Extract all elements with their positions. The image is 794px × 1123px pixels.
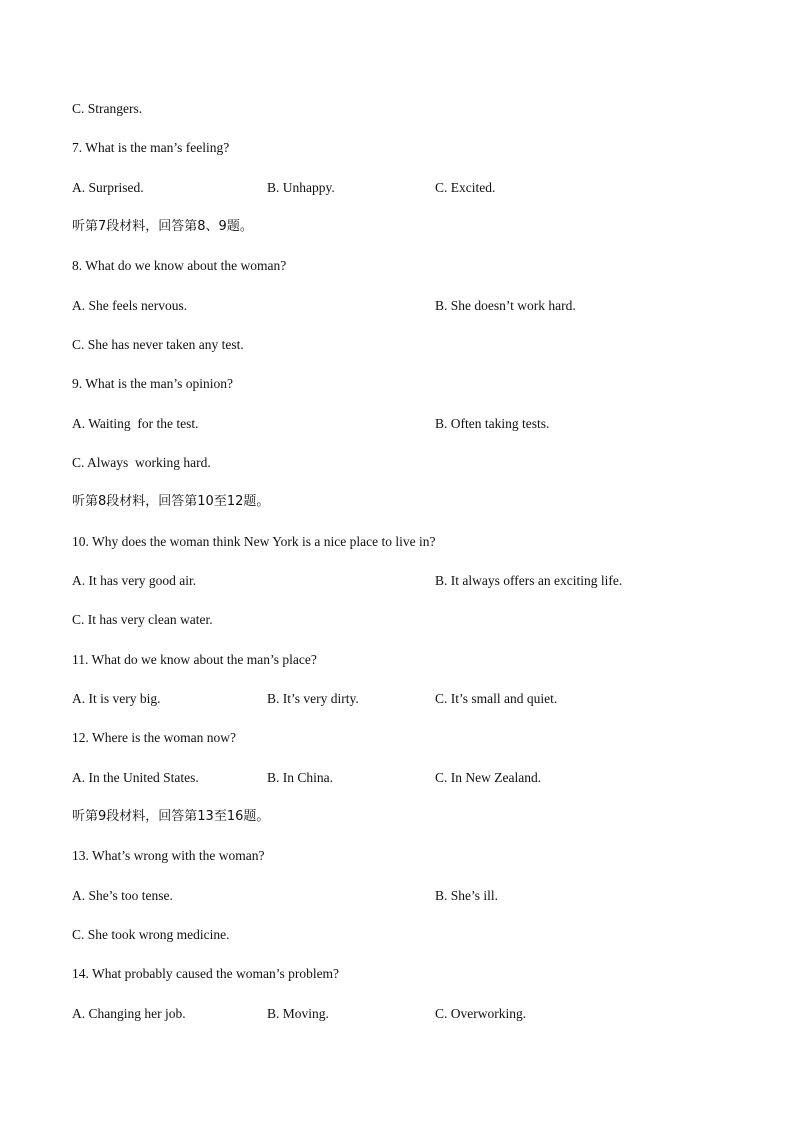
option-b: B. Unhappy. xyxy=(267,180,335,195)
question-9-option-c xyxy=(72,452,732,474)
option-c: C. It’s small and quiet. xyxy=(435,691,558,706)
question-13-options xyxy=(72,885,732,907)
question-8-option-c xyxy=(72,334,732,356)
option-b: B. It always offers an exciting life. xyxy=(435,573,623,588)
option-a: A. Surprised. xyxy=(72,180,144,195)
question-text: 9. What is the man’s opinion? xyxy=(72,376,233,391)
option-a: A. It has very good air. xyxy=(72,573,197,588)
section-text: 听第7段材料，回答第8、9题。 xyxy=(72,219,253,234)
option-b: B. Moving. xyxy=(267,1006,329,1021)
section-heading-8 xyxy=(72,491,732,513)
option-c: C. Overworking. xyxy=(435,1006,527,1021)
section-heading-9 xyxy=(72,806,732,828)
question-text: 14. What probably caused the woman’s problem? xyxy=(72,966,340,981)
question-text: 12. Where is the woman now? xyxy=(72,730,236,745)
question-text: 8. What do we know about the woman? xyxy=(72,258,287,273)
question-8 xyxy=(72,255,732,277)
question-10-option-c xyxy=(72,609,732,631)
option-b: B. She’s ill. xyxy=(435,888,499,903)
question-10-options xyxy=(72,570,732,592)
option-a: A. She feels nervous. xyxy=(72,298,188,313)
section-text: 听第8段材料，回答第10至12题。 xyxy=(72,494,270,509)
option-c: C. Always working hard. xyxy=(72,455,211,470)
question-text: 13. What’s wrong with the woman? xyxy=(72,848,265,863)
option-a: A. Waiting for the test. xyxy=(72,416,199,431)
option-c: C. In New Zealand. xyxy=(435,770,542,785)
option-a: A. It is very big. xyxy=(72,691,161,706)
option-line xyxy=(72,98,732,120)
question-text: 11. What do we know about the man’s place? xyxy=(72,652,317,667)
question-7 xyxy=(72,137,732,159)
option-a: A. She’s too tense. xyxy=(72,888,173,903)
option-a: A. Changing her job. xyxy=(72,1006,186,1021)
question-11-options xyxy=(72,688,732,710)
question-12-options xyxy=(72,767,732,789)
question-7-options xyxy=(72,177,732,199)
option-b: B. Often taking tests. xyxy=(435,416,550,431)
question-13-option-c xyxy=(72,924,732,946)
option-b: B. She doesn’t work hard. xyxy=(435,298,576,313)
section-heading-7 xyxy=(72,216,732,238)
option-c: C. She has never taken any test. xyxy=(72,337,244,352)
question-9-options xyxy=(72,413,732,435)
option-c: C. Excited. xyxy=(435,180,496,195)
option-c: C. It has very clean water. xyxy=(72,612,213,627)
option-a: A. In the United States. xyxy=(72,770,199,785)
option-b: B. It’s very dirty. xyxy=(267,691,359,706)
option-b: B. In China. xyxy=(267,770,333,785)
question-8-options xyxy=(72,295,732,317)
question-10 xyxy=(72,531,732,553)
question-12 xyxy=(72,727,732,749)
option-c: C. She took wrong medicine. xyxy=(72,927,230,942)
question-9 xyxy=(72,373,732,395)
section-text: 听第9段材料，回答第13至16题。 xyxy=(72,809,270,824)
question-13 xyxy=(72,845,732,867)
question-text: 10. Why does the woman think New York is a nice place to live in? xyxy=(72,534,436,549)
question-11 xyxy=(72,649,732,671)
question-text: 7. What is the man’s feeling? xyxy=(72,140,230,155)
question-14-options xyxy=(72,1003,732,1025)
question-14 xyxy=(72,963,732,985)
option-text: C. Strangers. xyxy=(72,101,143,116)
